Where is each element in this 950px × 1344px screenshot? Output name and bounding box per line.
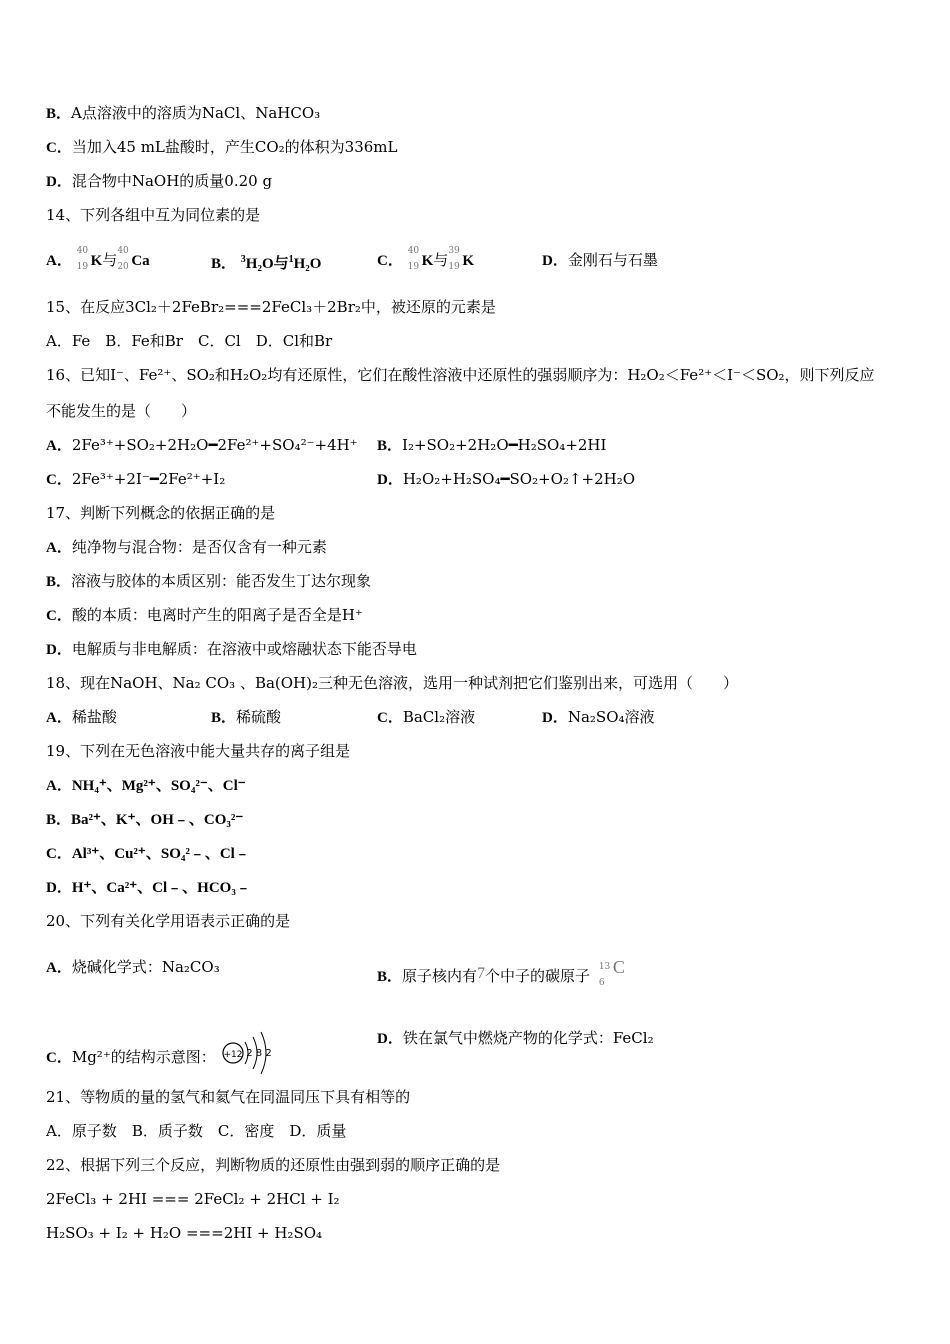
option-label: B． (377, 969, 403, 985)
q17-option-d (46, 639, 417, 660)
q14-option-d (542, 250, 658, 271)
option-label: B． (377, 438, 403, 454)
mass-number: 40 (76, 246, 89, 256)
option-label: C． (46, 140, 72, 156)
option-label: D． (46, 880, 72, 896)
q17-option-a (46, 537, 327, 558)
option-text: NH₄⁺、Mg²⁺、SO₄²⁻、Cl⁻ (71, 778, 246, 794)
option-label: C． (46, 846, 72, 862)
option-text: I₂+SO₂+2H₂O━H₂SO₄+2HI (402, 436, 607, 454)
q22-reaction-1: 2FeCl₃ + 2HI === 2FeCl₂ + 2HCl + I₂ (46, 1190, 340, 1208)
option-label: D． (542, 253, 568, 269)
option-text: BaCl₂溶液 (402, 708, 476, 726)
mass-number: 13 (598, 962, 611, 972)
q15-stem: 15、在反应3Cl₂＋2FeBr₂===2FeCl₃＋2Br₂中，被还原的元素是 (46, 298, 496, 316)
q18-option-a (46, 707, 117, 728)
q22-stem: 22、根据下列三个反应，判断物质的还原性由强到弱的顺序正确的是 (46, 1156, 501, 1174)
atomic-number: 20 (117, 262, 129, 272)
mass-number: 3 (240, 254, 246, 265)
q13-option-d (46, 171, 272, 192)
q13-option-b (46, 103, 320, 124)
option-label: B． (46, 106, 72, 122)
q20-option-c (46, 1028, 279, 1078)
q17-option-c (46, 605, 363, 626)
option-text: 酸的本质：电离时产生的阳离子是否全是H⁺ (71, 606, 363, 624)
q21-options: A．原子数 B．质子数 C．密度 D．质量 (46, 1122, 347, 1140)
q18-option-d (542, 707, 655, 728)
q14-stem: 14、下列各组中互为同位素的是 (46, 206, 261, 224)
q16-stem-cont: 不能发生的是（ ） (46, 402, 197, 420)
q14-option-a (46, 246, 150, 272)
isotope-notation (407, 246, 422, 272)
connector-text: 与 (433, 251, 449, 269)
option-label: D． (377, 1031, 403, 1047)
option-text: 铁在氯气中燃烧产物的化学式：FeCl₂ (402, 1029, 654, 1047)
q14-option-c (377, 246, 474, 272)
q16-option-d (377, 469, 635, 490)
option-text: 混合物中NaOH的质量0.20 g (71, 172, 273, 190)
q18-option-c (377, 707, 475, 728)
q16-option-c (46, 469, 225, 490)
connector-text: 与 (102, 251, 118, 269)
element-symbol: C (612, 957, 625, 977)
option-text: 原子核内有 (402, 967, 478, 985)
option-label: C． (46, 472, 72, 488)
q16-stem: 16、已知I⁻、Fe²⁺、SO₂和H₂O₂均有还原性，它们在酸性溶液中还原性的强弱顺序为：H₂O₂＜Fe²⁺＜I⁻＜SO₂，则下列反应 (46, 366, 875, 384)
option-label: A． (46, 710, 72, 726)
q18-option-b (211, 707, 281, 728)
option-text: 2Fe³⁺+2I⁻━2Fe²⁺+I₂ (71, 470, 226, 488)
option-text: A点溶液中的溶质为NaCl、NaHCO₃ (71, 104, 321, 122)
q19-option-b (46, 809, 243, 830)
option-text: 2Fe³⁺+SO₂+2H₂O━2Fe²⁺+SO₄²⁻+4H⁺ (71, 436, 358, 454)
option-text: 溶液与胶体的本质区别：能否发生丁达尔现象 (71, 572, 372, 590)
q17-stem: 17、判断下列概念的依据正确的是 (46, 504, 276, 522)
q20-stem: 20、下列有关化学用语表示正确的是 (46, 912, 291, 930)
option-text: 纯净物与混合物：是否仅含有一种元素 (71, 538, 327, 556)
q19-stem: 19、下列在无色溶液中能大量共存的离子组是 (46, 742, 351, 760)
nucleus-charge: +12 (223, 1050, 243, 1060)
option-text: 当加入45 mL盐酸时，产生CO₂的体积为336mL (71, 138, 398, 156)
option-text: 烧碱化学式：Na₂CO₃ (71, 958, 220, 976)
option-label: A． (46, 253, 72, 269)
option-label: B． (46, 574, 72, 590)
mass-number: 1 (288, 254, 294, 265)
option-label: C． (377, 253, 403, 269)
isotope-notation (76, 246, 91, 272)
option-label: A． (46, 438, 72, 454)
option-label: D． (46, 174, 72, 190)
option-label: D． (542, 710, 568, 726)
q21-stem: 21、等物质的量的氢气和氦气在同温同压下具有相等的 (46, 1088, 411, 1106)
atomic-number: 19 (407, 262, 420, 272)
option-text: 金刚石与石墨 (567, 251, 658, 269)
q15-options: A．Fe B．Fe和Br C．Cl D．Cl和Br (46, 332, 333, 350)
element-symbol: Ca (131, 253, 150, 269)
option-text: Mg²⁺的结构示意图： (71, 1048, 216, 1066)
mg-ion-structure-diagram (221, 1028, 279, 1078)
option-label: B． (211, 710, 237, 726)
option-label: B． (211, 256, 237, 272)
q19-option-c (46, 843, 250, 864)
option-text: 个中子的碳原子 (485, 967, 591, 985)
option-label: D． (377, 472, 403, 488)
option-label: C． (46, 1050, 72, 1066)
q19-option-d (46, 877, 251, 898)
option-label: C． (377, 710, 403, 726)
option-text: H₂O (293, 256, 322, 272)
q20-option-b (377, 957, 625, 987)
q17-option-b (46, 571, 371, 592)
q19-option-a (46, 775, 246, 796)
q14-option-b (211, 250, 321, 274)
element-symbol: K (90, 253, 103, 269)
mass-number: 40 (407, 246, 420, 256)
option-text: Ba²⁺、K⁺、OH﹣、CO₃²⁻ (71, 812, 244, 828)
option-text: 电解质与非电解质：在溶液中或熔融状态下能否导电 (71, 640, 417, 658)
option-text: H⁺、Ca²⁺、Cl﹣、HCO₃﹣ (71, 880, 251, 896)
electron-shells: 2 8 2 (245, 1048, 272, 1059)
option-label: A． (46, 778, 72, 794)
q16-option-a (46, 435, 358, 456)
carbon-isotope (598, 962, 613, 988)
element-symbol: K (462, 253, 474, 269)
option-text: Al³⁺、Cu²⁺、SO₄²﹣、Cl﹣ (71, 846, 250, 862)
q13-option-c (46, 137, 398, 158)
atomic-number: 19 (448, 262, 460, 272)
option-text: H₂O₂+H₂SO₄━SO₂+O₂↑+2H₂O (402, 470, 636, 488)
mass-number: 40 (117, 246, 129, 256)
option-text: H₂O与 (245, 256, 289, 272)
q18-stem: 18、现在NaOH、Na₂ CO₃ 、Ba(OH)₂三种无色溶液，选用一种试剂把它们鉴别出来，可选用（ ） (46, 674, 739, 692)
q20-option-a (46, 957, 220, 978)
q16-option-b (377, 435, 606, 456)
option-label: C． (46, 608, 72, 624)
option-text: Na₂SO₄溶液 (567, 708, 655, 726)
neutron-count: 7 (477, 965, 486, 982)
atomic-number: 6 (598, 978, 605, 988)
option-label: A． (46, 960, 72, 976)
mass-number: 39 (448, 246, 460, 256)
q20-option-d (377, 1028, 654, 1049)
isotope-notation (117, 246, 131, 272)
option-text: 稀盐酸 (71, 708, 117, 726)
q22-reaction-2: H₂SO₃ + I₂ + H₂O ===2HI + H₂SO₄ (46, 1224, 323, 1242)
element-symbol: K (421, 253, 434, 269)
option-label: D． (46, 642, 72, 658)
option-label: B． (46, 812, 72, 828)
atomic-number: 19 (76, 262, 89, 272)
option-text: 稀硫酸 (236, 708, 282, 726)
isotope-notation (448, 246, 462, 272)
option-label: A． (46, 540, 72, 556)
